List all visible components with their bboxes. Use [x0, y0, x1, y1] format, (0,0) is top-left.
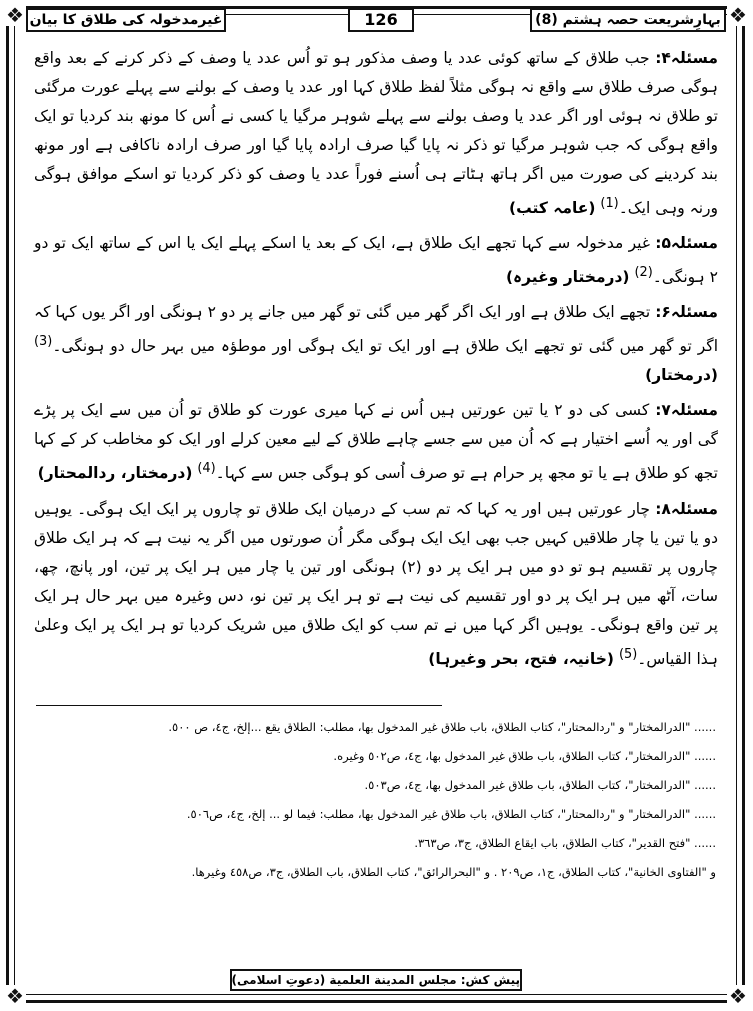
masala-text: جب طلاق کے ساتھ کوئی عدد یا وصف مذکور ہو تو اُس عدد یا وصف کے ذکر کرنے کے بعد واقع ہوگی صرف طلاق سے واقع نہ ہوگی مثلاً لفظ طلاق کہا اور عدد یا وصف کے بولنے سے پہلے عورت مرگئی تو طلاق نہ ہوئی اور اگر عدد یا وصف بولنے سے پہلے شوہر مرگیا یا کسی نے اُس کا مونھ بند کردیا تو ایک واقع ہوگی کہ جب شوہر مرگیا تو ذکر نہ پایا گیا صرف ارادہ پایا گیا اور صرف ارادہ ناکافی ہے اور مونھ بند کردینے کی صورت میں اگر ہاتھ ہٹاتے ہی اُسنے فوراً عدد یا وصف کو ذکر کردیا تو اسکے موافق ہوگی ورنہ وہی ایک۔: [34, 49, 718, 218]
page-header: [26, 6, 726, 36]
footnotes: [40, 713, 716, 887]
footnote-separator: [36, 705, 442, 706]
corner-ornament-icon: ❖: [727, 4, 749, 26]
masala-text: چار عورتیں ہیں اور یہ کہا کہ تم سب کے درمیان ایک طلاق تو چاروں پر ایک ایک ہوگی۔ یوہیں دو یا تین یا چار طلاقیں کہیں جب بھی ایک ایک ہوگی مگر اُن صورتوں میں اگر یہ نیت ہے کہ ہر ایک طلاق چاروں پر تقسیم ہو تو دو میں ہر ایک پر دو (۲) ہونگی اور تین یا چار میں ہر ایک پر تین، اور پانچ، چھ، سات، آٹھ میں ہر ایک پر دو اور تقسیم کی نیت ہے تو ہر ایک پر تین نو، دس وغیرہ میں بہر حال ہر ایک پر تین واقع ہونگی۔ یوہیں اگر کہا میں نے تم سب کو ایک طلاق میں شریک کردیا تو ہر ایک پر ایک وعلیٰ ہذا القیاس۔: [34, 499, 719, 668]
source-reference: (درمختار، ردالمحتار): [37, 464, 193, 483]
source-reference: (خانیہ، فتح، بحر وغیرہا): [428, 649, 615, 668]
chapter-title: غیرمدخولہ کی طلاق کا بیان: [26, 8, 226, 32]
source-reference: (عامہ کتب): [509, 199, 596, 218]
corner-ornament-icon: ❖: [727, 985, 749, 1007]
footnote-marker[interactable]: (4): [197, 461, 216, 477]
masala-label: مسئلہ۵:: [655, 234, 719, 253]
footnote-marker[interactable]: (2): [634, 265, 653, 281]
masala-label: مسئلہ۶:: [655, 303, 718, 322]
footer-suffix: (دعوتِ اسلامی): [231, 973, 326, 987]
masala-paragraph: [34, 229, 718, 292]
page-body: [34, 44, 718, 680]
footnote: ...... "الدرالمختار" و "ردالمحتار"، كتاب الطلاق، باب طلاق غير المدخول بها، مطلب: فيما لو ... إلخ، ج٤، ص٥٠٦.: [186, 807, 716, 821]
masala-paragraph: [34, 44, 718, 223]
source-reference: (درمختار): [645, 366, 718, 385]
masala-paragraph: [34, 396, 718, 488]
page-footer: [230, 969, 522, 991]
footnote-marker[interactable]: (1): [600, 196, 619, 211]
masala-paragraph: [34, 495, 718, 674]
masala-label: مسئلہ۴:: [655, 49, 718, 67]
footnote: ...... "الدرالمختار"، كتاب الطلاق، باب طلاق غير المدخول بها، ج٤، ص٥٠٢ وغيره.: [333, 749, 716, 763]
corner-ornament-icon: ❖: [4, 985, 26, 1007]
masala-text: غیر مدخولہ سے کہا تجھے ایک طلاق ہے، ایک کے بعد یا اسکے پہلے ایک یا اس کے ساتھ ایک تو دو ۲ ہونگی۔: [34, 234, 718, 287]
masala-label: مسئلہ۷:: [655, 401, 718, 420]
footnote: ...... "الدرالمختار"، كتاب الطلاق، باب طلاق غير المدخول بها، ج٤، ص٥٠٣.: [364, 778, 716, 792]
footer-prefix: پیش کش:: [460, 973, 520, 987]
masala-paragraph: [34, 298, 718, 390]
masala-text: کسی کی دو ۲ یا تین عورتیں ہیں اُس نے کہا میری عورت کو طلاق تو اُن میں سے ایک پر پڑے گی اور یہ اُسے اختیار ہے کہ اُن میں سے جسے چاہے طلاق کے لیے معین کرلے اور ایک کو مخاطب کر کے کہا تجھ کو طلاق ہے یا تو مجھ پر حرام ہے تو صرف اُسی کو ہوگی جس سے کہا۔: [34, 401, 718, 483]
footnote-marker[interactable]: (3): [34, 334, 53, 350]
footnote: ...... "الدرالمختار" و "ردالمحتار"، كتاب الطلاق، باب طلاق غير المدخول بها، مطلب: الطلاق يقع ...إلخ، ج٤، ص ٥٠٠.: [168, 720, 716, 734]
page-number: 126: [348, 8, 414, 32]
masala-text: تجھے ایک طلاق ہے اور ایک اگر گھر میں گئی تو گھر میں جانے پر دو ۲ ہونگی اور اگر یوں کہا کہ اگر تو گھر میں گئی تو تجھے ایک طلاق ہے اور ایک تو ایک ہوگی اور موطؤہ میں بہر حال دو ہونگی۔: [34, 303, 718, 356]
publisher-name: مجلس المدينة العلمية: [329, 973, 457, 987]
source-reference: (درمختار وغیرہ): [505, 268, 630, 287]
footnote: و "الفتاوى الخانية"، كتاب الطلاق، ج١، ص٢٠٩ . و "البحرالرائق"، كتاب الطلاق، باب الطلاق، ج٣، ص٤٥٨ وغيرها.: [191, 865, 716, 879]
footnote-marker[interactable]: (5): [618, 646, 638, 662]
corner-ornament-icon: ❖: [4, 4, 26, 26]
masala-label: مسئلہ۸:: [655, 499, 718, 518]
book-title: بہارِشریعت حصہ ہشتم (8): [530, 8, 726, 32]
footnote: ...... "فتح القدير"، كتاب الطلاق، باب ايقاع الطلاق، ج٣، ص٣٦٣.: [414, 836, 716, 850]
